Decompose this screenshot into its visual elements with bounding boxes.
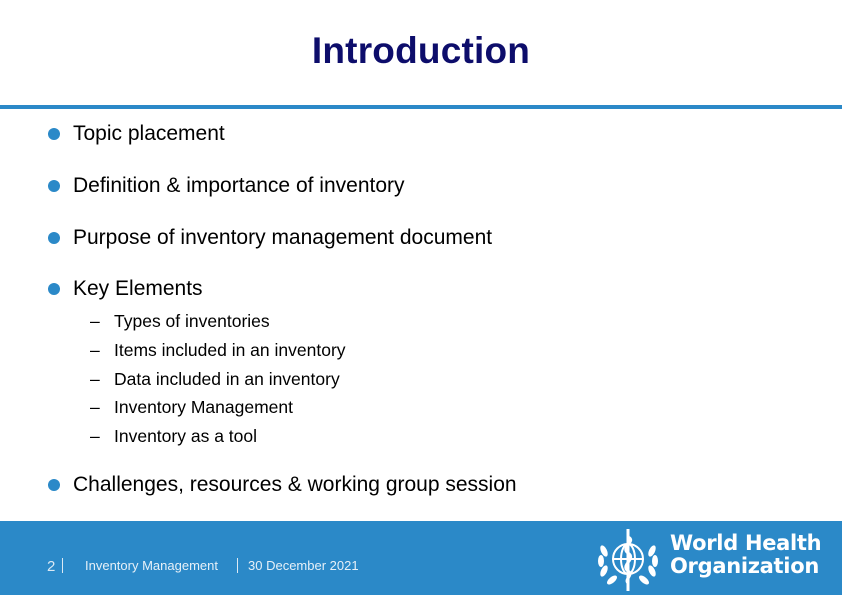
sub-item-management bbox=[90, 397, 293, 418]
sub-item-label: Data included in an inventory bbox=[114, 369, 340, 389]
bullet-label: Challenges, resources & working group session bbox=[73, 473, 517, 496]
page-number: 2 bbox=[47, 558, 56, 575]
who-name-line1: World Health bbox=[670, 531, 822, 555]
who-emblem-icon bbox=[592, 523, 664, 595]
dash-marker: – bbox=[90, 369, 100, 389]
footer-separator bbox=[237, 558, 238, 573]
sub-item-label: Types of inventories bbox=[114, 311, 270, 331]
sub-item-items bbox=[90, 340, 346, 361]
bullet-definition bbox=[48, 174, 405, 198]
bullet-dot-icon bbox=[48, 180, 60, 192]
bullet-dot-icon bbox=[48, 128, 60, 140]
sub-item-label: Inventory as a tool bbox=[114, 426, 257, 446]
dash-marker: – bbox=[90, 397, 100, 417]
bullet-dot-icon bbox=[48, 283, 60, 295]
footer-separator bbox=[62, 558, 63, 573]
sub-item-types bbox=[90, 311, 270, 332]
footer-date: 30 December 2021 bbox=[248, 558, 359, 573]
bullet-purpose bbox=[48, 226, 492, 250]
dash-marker: – bbox=[90, 426, 100, 446]
bullet-topic-placement bbox=[48, 122, 225, 146]
sub-item-data bbox=[90, 369, 340, 390]
bullet-label: Purpose of inventory management document bbox=[73, 226, 493, 249]
who-wordmark bbox=[670, 532, 821, 578]
bullet-label: Key Elements bbox=[73, 277, 203, 300]
bullet-key-elements bbox=[48, 277, 203, 301]
dash-marker: – bbox=[90, 311, 100, 331]
sub-item-label: Inventory Management bbox=[114, 397, 293, 417]
bullet-label: Topic placement bbox=[73, 122, 225, 145]
footer-bar bbox=[0, 521, 842, 595]
bullet-challenges bbox=[48, 473, 517, 497]
dash-marker: – bbox=[90, 340, 100, 360]
bullet-dot-icon bbox=[48, 479, 60, 491]
slide-title: Introduction bbox=[311, 30, 531, 71]
bullet-dot-icon bbox=[48, 232, 60, 244]
footer-document-title: Inventory Management bbox=[85, 558, 218, 573]
who-name-line2: Organization bbox=[670, 554, 819, 578]
title-divider bbox=[0, 105, 842, 109]
bullet-label: Definition & importance of inventory bbox=[73, 174, 405, 197]
sub-item-label: Items included in an inventory bbox=[114, 340, 346, 360]
sub-item-tool bbox=[90, 426, 257, 447]
